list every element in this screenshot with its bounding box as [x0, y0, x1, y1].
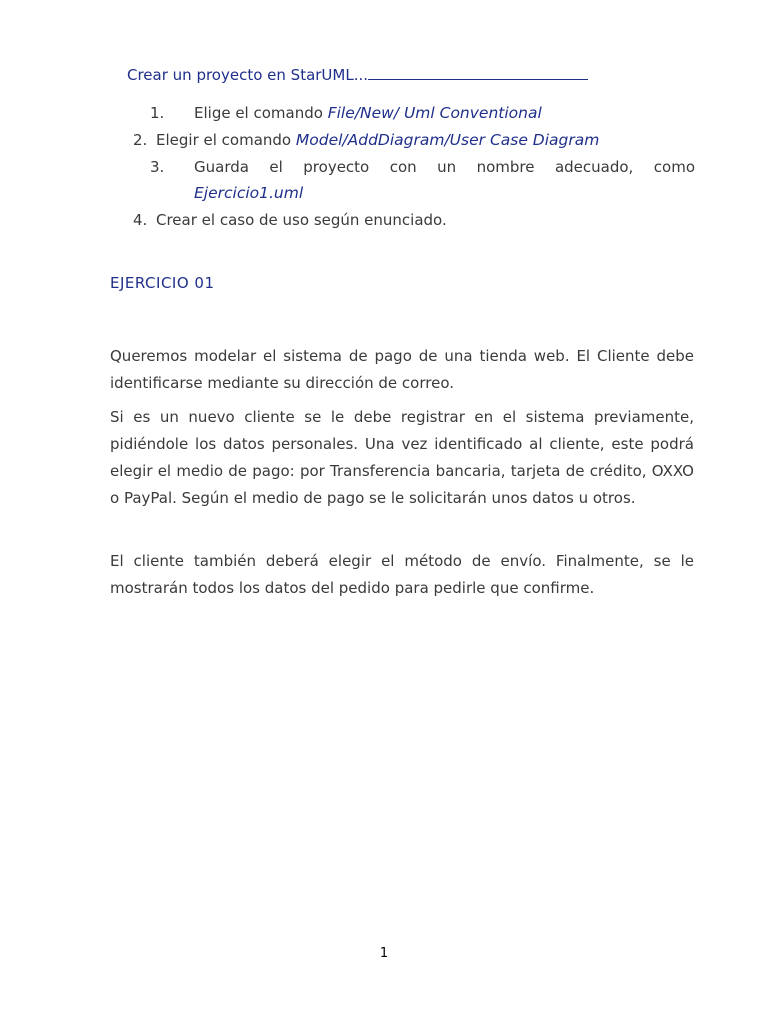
step-item-3: [150, 158, 695, 176]
step-number: 2.: [133, 131, 148, 149]
step-number: 4.: [133, 211, 148, 229]
step-text: Crear el caso de uso según enunciado.: [156, 211, 447, 229]
page-number: 1: [379, 946, 389, 961]
step-number: 3.: [150, 158, 165, 176]
step-item-2: [133, 131, 599, 149]
step-command: Model/AddDiagram/User Case Diagram: [295, 131, 600, 149]
heading-underline: [368, 67, 588, 80]
paragraph-3: El cliente también deberá elegir el método de envío. Finalmente, se le mostrarán todos los datos del pedido para pedirle que confirme.: [110, 552, 694, 597]
step-number: 1.: [150, 104, 165, 122]
paragraph-2: Si es un nuevo cliente se le debe registrar en el sistema previamente, pidiéndole los datos personales. Una vez identificado al cliente, este podrá elegir el medio de pago: por Transferencia bancaria, tarjeta de crédito, OXXO o PayPal. Según el medio de pago se le solicitarán unos datos u otros.: [110, 408, 694, 507]
step-command: File/New/ Uml Conventional: [327, 104, 542, 122]
step-text: Elige el comando: [194, 104, 328, 122]
section-title: EJERCICIO 01: [110, 274, 215, 292]
step-item-1: [150, 104, 542, 122]
step-filename: Ejercicio1.uml: [194, 184, 304, 202]
step-text: Elegir el comando: [156, 131, 296, 149]
paragraph-1: Queremos modelar el sistema de pago de una tienda web. El Cliente debe identificarse mediante su dirección de correo.: [110, 347, 694, 392]
step-text: Guarda el proyecto con un nombre adecuado, como: [194, 158, 695, 176]
document-heading: [127, 66, 588, 84]
step-item-3-continuation: [194, 184, 303, 202]
heading-text: Crear un proyecto en StarUML...: [127, 66, 369, 84]
step-item-4: [133, 211, 447, 229]
